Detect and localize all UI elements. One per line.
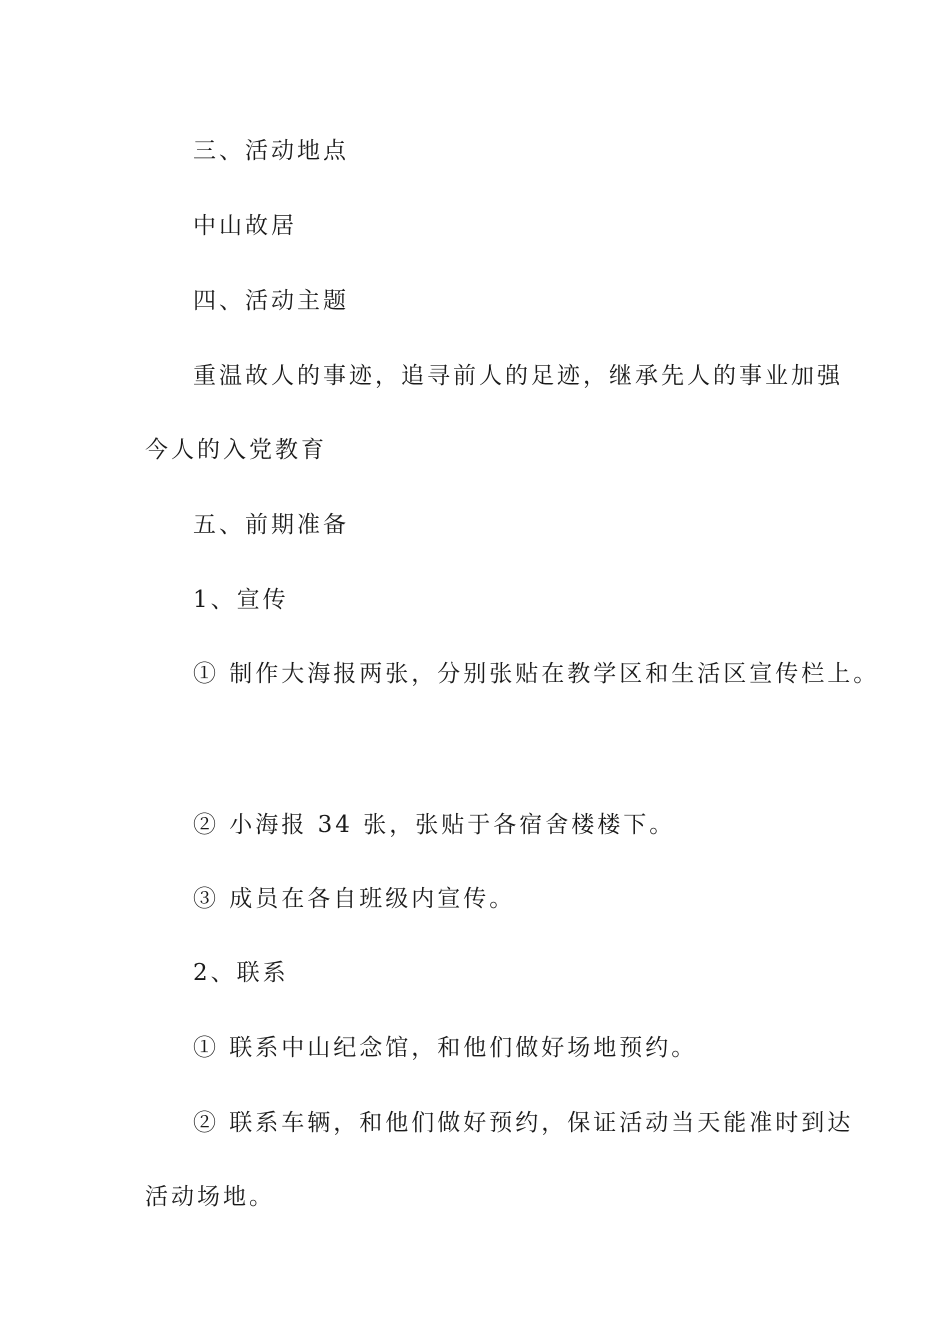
section-heading-location: 三、活动地点 [193, 138, 349, 164]
publicity-item-3: ③ 成员在各自班级内宣传。 [193, 886, 516, 912]
subheading-publicity: 1、宣传 [193, 587, 289, 613]
theme-text-line-1: 重温故人的事迹，追寻前人的足迹，继承先人的事业加强 [193, 363, 843, 389]
section-heading-theme: 四、活动主题 [193, 288, 349, 314]
theme-text-line-2: 今人的入党教育 [145, 437, 327, 463]
location-text: 中山故居 [193, 213, 297, 239]
contact-item-2-line-1: ② 联系车辆，和他们做好预约，保证活动当天能准时到达 [193, 1110, 854, 1136]
subheading-contact: 2、联系 [193, 960, 289, 986]
contact-item-1: ① 联系中山纪念馆，和他们做好场地预约。 [193, 1035, 698, 1061]
publicity-item-1: ① 制作大海报两张，分别张贴在教学区和生活区宣传栏上。 [193, 661, 880, 687]
publicity-item-2: ② 小海报 34 张，张贴于各宿舍楼楼下。 [193, 812, 676, 838]
contact-item-2-line-2: 活动场地。 [145, 1184, 275, 1210]
section-heading-preparation: 五、前期准备 [193, 512, 349, 538]
